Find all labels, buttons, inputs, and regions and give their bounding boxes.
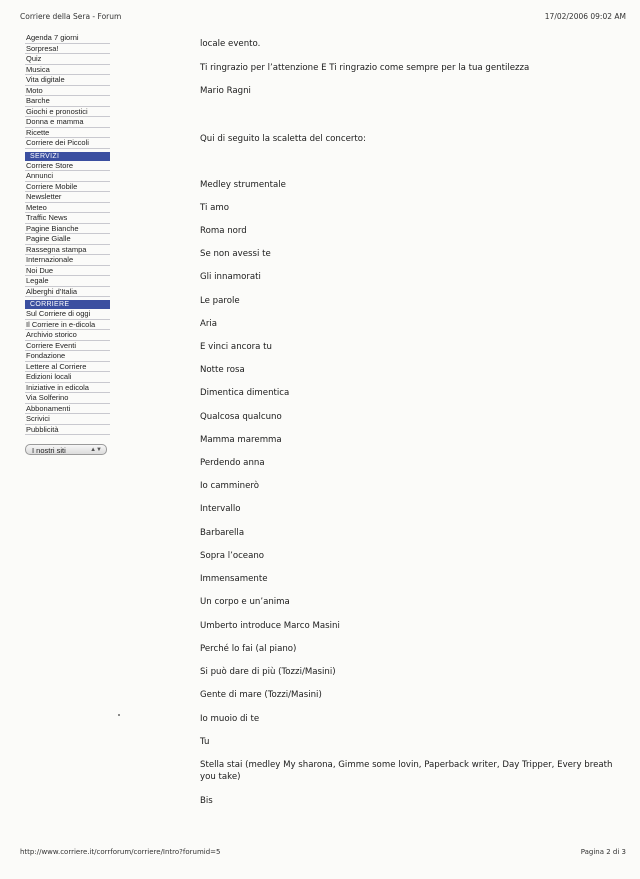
- sidebar-link[interactable]: Corriere Mobile: [25, 182, 110, 193]
- sidebar-link[interactable]: Barche: [25, 96, 110, 107]
- sidebar-link[interactable]: Corriere Eventi: [25, 341, 110, 352]
- setlist-item: E vinci ancora tu: [200, 342, 272, 352]
- setlist-item: Medley strumentale: [200, 180, 286, 190]
- setlist-item: Io camminerò: [200, 481, 259, 491]
- sidebar-link[interactable]: Moto: [25, 86, 110, 97]
- sidebar-group-corriere: [25, 309, 110, 435]
- sidebar-link[interactable]: Corriere Store: [25, 161, 110, 172]
- setlist-item: Gente di mare (Tozzi/Masini): [200, 690, 322, 700]
- sidebar-link[interactable]: Abbonamenti: [25, 404, 110, 415]
- setlist-item: Gli innamorati: [200, 272, 261, 282]
- setlist-item: Mamma maremma: [200, 435, 282, 445]
- print-footer-url: http://www.corriere.it/corrforum/corriere/Intro?forumid=5: [20, 848, 221, 856]
- setlist-item: Un corpo e un’anima: [200, 597, 290, 607]
- signature-line: Mario Ragni: [200, 86, 251, 96]
- setlist-item: Si può dare di più (Tozzi/Masini): [200, 667, 336, 677]
- sidebar-nav: [25, 33, 110, 455]
- print-footer-page-number: Pagina 2 di 3: [580, 848, 626, 856]
- sidebar-link[interactable]: Il Corriere in e-dicola: [25, 320, 110, 331]
- sidebar-link[interactable]: Edizioni locali: [25, 372, 110, 383]
- setlist-item: Le parole: [200, 296, 240, 306]
- setlist-item: Intervallo: [200, 504, 241, 514]
- sidebar-link[interactable]: Ricette: [25, 128, 110, 139]
- setlist-item: Tu: [200, 737, 210, 747]
- sidebar-link[interactable]: Pubblicità: [25, 425, 110, 436]
- sidebar-link[interactable]: Musica: [25, 65, 110, 76]
- text-line: Ti ringrazio per l’attenzione E Ti ringrazio come sempre per la tua gentilezza: [200, 63, 530, 73]
- print-header-date: 17/02/2006 09:02 AM: [544, 12, 626, 21]
- updown-arrows-icon: ▲▼: [90, 447, 102, 453]
- text-line: locale evento.: [200, 39, 261, 49]
- sidebar-link[interactable]: Quiz: [25, 54, 110, 65]
- sidebar-link[interactable]: Via Solferino: [25, 393, 110, 404]
- sidebar-link[interactable]: Vita digitale: [25, 75, 110, 86]
- setlist-item: Se non avessi te: [200, 249, 271, 259]
- print-header-title: Corriere della Sera - Forum: [20, 12, 122, 21]
- setlist-item: Barbarella: [200, 528, 245, 538]
- setlist-item: Notte rosa: [200, 365, 245, 375]
- section-header-corriere: CORRIERE: [25, 300, 110, 309]
- setlist-item: Roma nord: [200, 226, 247, 236]
- sidebar-link[interactable]: Legale: [25, 276, 110, 287]
- sidebar-link[interactable]: Corriere dei Piccoli: [25, 138, 110, 149]
- setlist-item: Sopra l’oceano: [200, 551, 265, 561]
- sidebar-link[interactable]: Giochi e pronostici: [25, 107, 110, 118]
- setlist-item: Immensamente: [200, 574, 268, 584]
- setlist-item: Dimentica dimentica: [200, 388, 290, 398]
- sidebar-link[interactable]: Iniziative in edicola: [25, 383, 110, 394]
- setlist-intro: Qui di seguito la scaletta del concerto:: [200, 134, 366, 144]
- setlist-item: Perché lo fai (al piano): [200, 644, 297, 654]
- section-header-servizi: SERVIZI: [25, 152, 110, 161]
- sidebar-link[interactable]: Archivio storico: [25, 330, 110, 341]
- sidebar-link[interactable]: Agenda 7 giorni: [25, 33, 110, 44]
- sidebar-link[interactable]: Alberghi d'Italia: [25, 287, 110, 298]
- sidebar-group-main: [25, 33, 110, 149]
- sidebar-link[interactable]: Traffic News: [25, 213, 110, 224]
- sidebar-link[interactable]: Meteo: [25, 203, 110, 214]
- setlist-item: Umberto introduce Marco Masini: [200, 621, 340, 631]
- scan-speck: [118, 714, 120, 716]
- sidebar-link[interactable]: Pagine Bianche: [25, 224, 110, 235]
- setlist-item: Ti amo: [200, 203, 229, 213]
- setlist-item: Io muoio di te: [200, 714, 260, 724]
- sidebar-link[interactable]: Fondazione: [25, 351, 110, 362]
- sidebar-link[interactable]: Lettere al Corriere: [25, 362, 110, 373]
- sidebar-link[interactable]: Annunci: [25, 171, 110, 182]
- sidebar-link[interactable]: Scrivici: [25, 414, 110, 425]
- sidebar-link[interactable]: Sul Corriere di oggi: [25, 309, 110, 320]
- setlist-item: Perdendo anna: [200, 458, 265, 468]
- sidebar-link[interactable]: Newsletter: [25, 192, 110, 203]
- nostri-siti-select[interactable]: [25, 444, 107, 455]
- setlist-item: Bis: [200, 796, 213, 806]
- sidebar-link[interactable]: Pagine Gialle: [25, 234, 110, 245]
- sidebar-link[interactable]: Sorpresa!: [25, 44, 110, 55]
- sidebar-group-servizi: [25, 161, 110, 298]
- setlist-item: Qualcosa qualcuno: [200, 412, 282, 422]
- setlist-item: Stella stai (medley My sharona, Gimme some lovin, Paperback writer, Day Tripper, Every breath you take): [200, 760, 613, 782]
- sidebar-link[interactable]: Noi Due: [25, 266, 110, 277]
- sidebar-link[interactable]: Donna e mamma: [25, 117, 110, 128]
- sidebar-link[interactable]: Internazionale: [25, 255, 110, 266]
- setlist-item: Aria: [200, 319, 218, 329]
- sidebar-link[interactable]: Rassegna stampa: [25, 245, 110, 256]
- select-value: I nostri siti: [32, 446, 66, 455]
